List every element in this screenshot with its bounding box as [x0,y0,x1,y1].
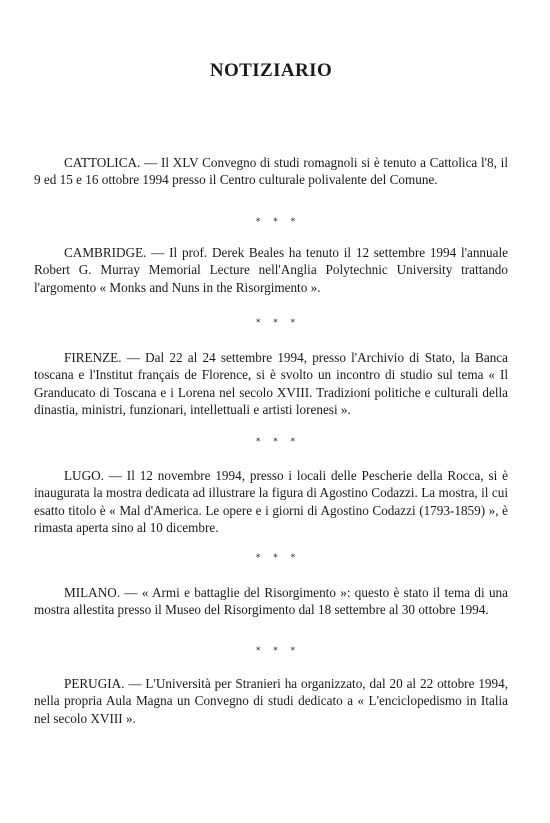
separator: * * * [255,437,301,447]
entry-perugia: PERUGIA. — L'Università per Stranieri ha organizzato, dal 20 al 22 ottobre 1994, nella propria Aula Magna un Convegno di studi dedicato a « L'enciclopedismo in Italia nel secolo XVIII ». [34,676,508,726]
page-title: NOTIZIARIO [209,60,333,81]
separator: * * * [255,217,301,227]
entry-lugo: LUGO. — Il 12 novembre 1994, presso i locali delle Pescherie della Rocca, si è inaugurata la mostra dedicata ad illustrare la figura di Agostino Codazzi. La mostra, il cui esatto titolo è « Mal d'America. Le opere e i giorni di Agostino Codazzi (1793-1859) », è rimasta aperta sino al 10 dicembre. [34,468,508,536]
separator: * * * [255,318,301,328]
entry-milano: MILANO. — « Armi e battaglie del Risorgimento »: questo è stato il tema di una mostra allestita presso il Museo del Risorgimento dal 18 settembre al 30 ottobre 1994. [34,585,508,618]
separator: * * * [255,553,301,563]
entry-cambridge: CAMBRIDGE. — Il prof. Derek Beales ha tenuto il 12 settembre 1994 l'annuale Robert G. Murray Memorial Lecture nell'Anglia Polytechnic University trattando l'argomento « Monks and Nuns in the Risorgimento ». [34,245,508,295]
entry-firenze: FIRENZE. — Dal 22 al 24 settembre 1994, presso l'Archivio di Stato, la Banca toscana e l'Institut français de Florence, si è svolto un incontro di studio sul tema « Il Granducato di Toscana e i Lorena nel secolo XVIII. Tradizioni politiche e culturali della dinastia, ministri, funzionari, intellettuali e artisti lorenesi ». [34,350,508,418]
entry-cattolica: CATTOLICA. — Il XLV Convegno di studi romagnoli si è tenuto a Cattolica l'8, il 9 ed 15 e 16 ottobre 1994 presso il Centro culturale polivalente del Comune. [34,155,508,188]
separator: * * * [255,646,301,656]
